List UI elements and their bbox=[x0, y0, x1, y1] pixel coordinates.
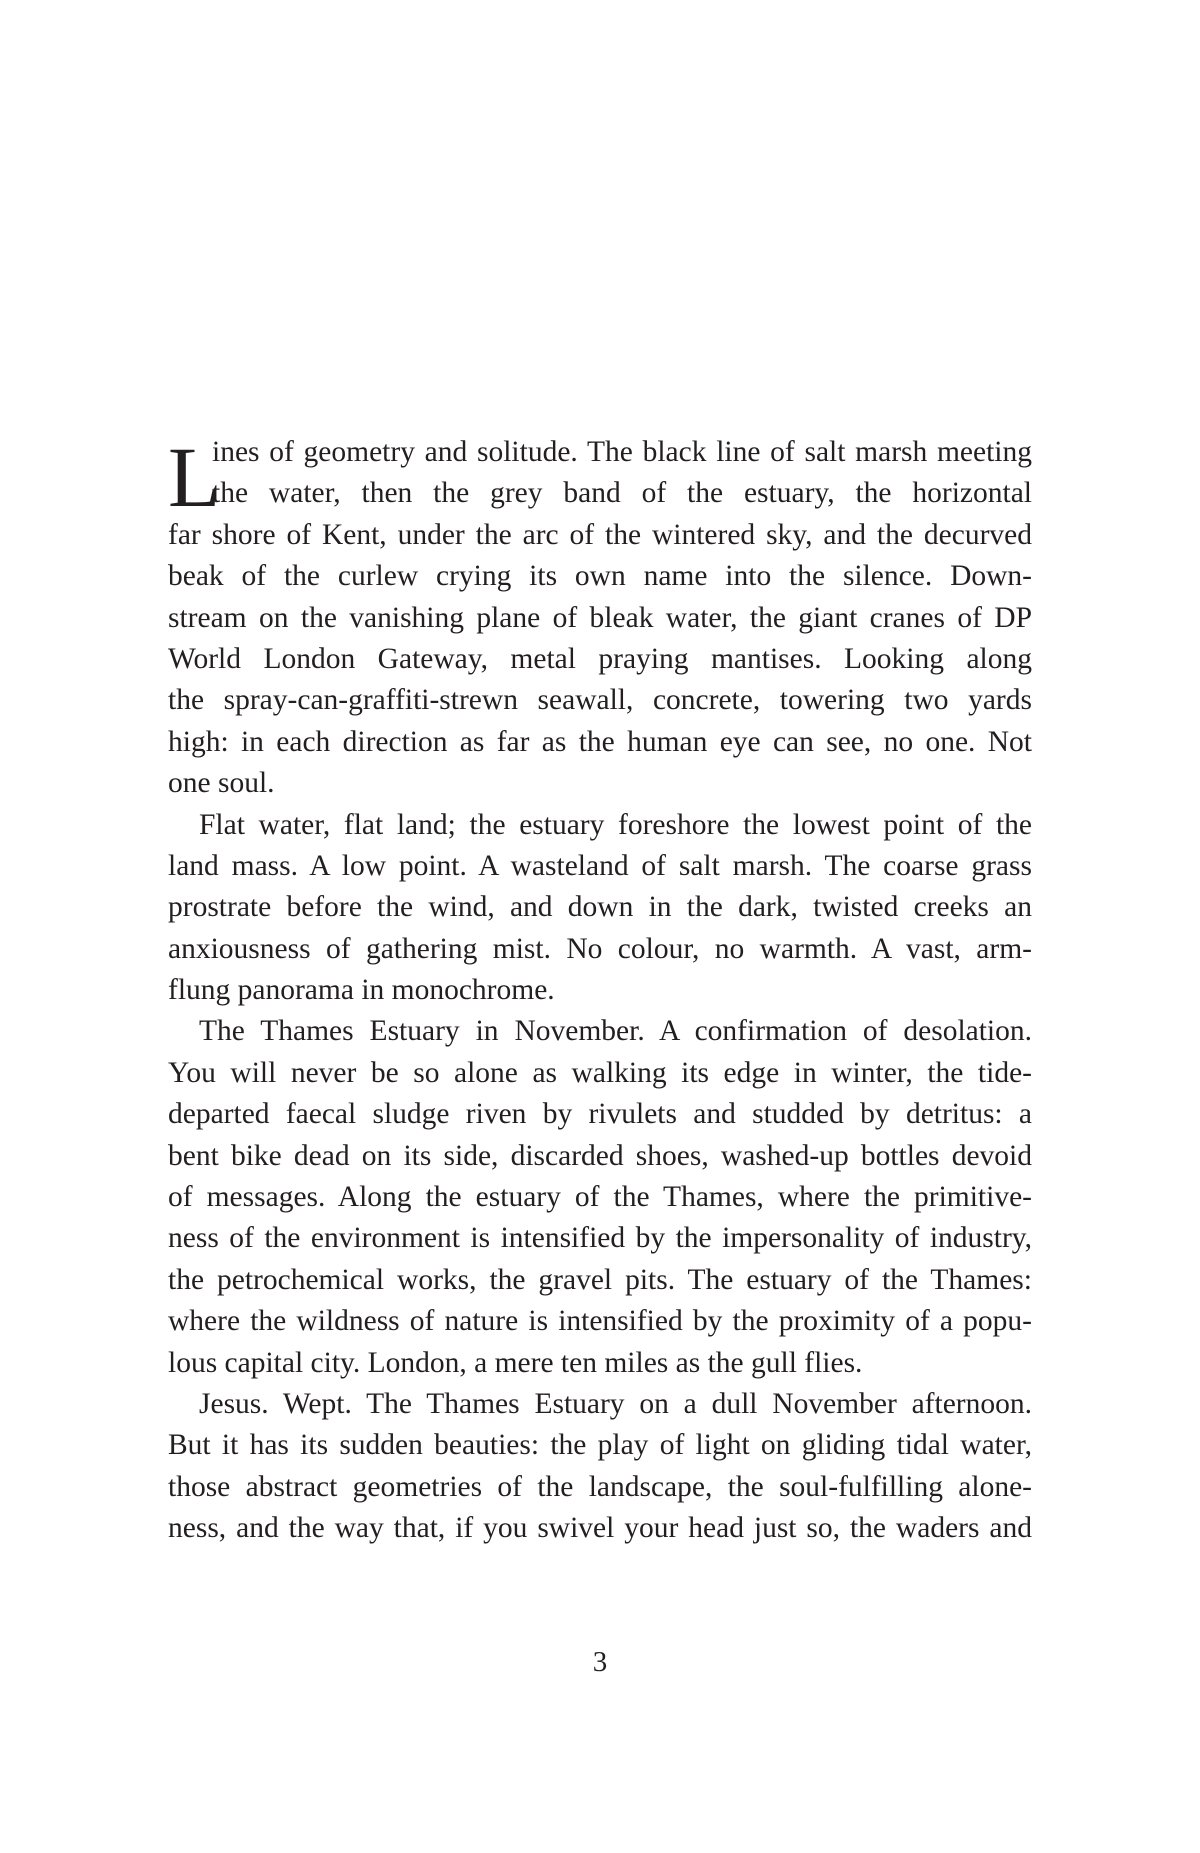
text-line: ines of geometry and solitude. The black line of salt marsh meeting bbox=[212, 436, 1032, 468]
text-line: You will never be so alone as walking its edge in winter, the tide- bbox=[168, 1056, 1032, 1089]
text-line: the spray-can-graffiti-strewn seawall, concrete, towering two yards bbox=[168, 684, 1032, 717]
text-line: anxiousness of gathering mist. No colour, no warmth. A vast, arm- bbox=[168, 932, 1032, 965]
text-line: World London Gateway, metal praying mantises. Looking along bbox=[168, 642, 1032, 675]
text-line: Flat water, flat land; the estuary foreshore the lowest point of the bbox=[199, 808, 1032, 841]
text-line: one soul. bbox=[168, 767, 275, 800]
text-line: departed faecal sludge riven by rivulets and studded by detritus: a bbox=[168, 1098, 1032, 1131]
text-line: beak of the curlew crying its own name into the silence. Down- bbox=[168, 560, 1032, 593]
paragraph-4 bbox=[168, 1384, 1032, 1550]
body-text bbox=[168, 429, 1032, 1550]
text-line: lous capital city. London, a mere ten miles as the gull flies. bbox=[168, 1346, 863, 1379]
text-line: flung panorama in monochrome. bbox=[168, 974, 555, 1007]
text-line: But it has its sudden beauties: the play of light on gliding tidal water, bbox=[168, 1429, 1032, 1462]
text-line: The Thames Estuary in November. A confirmation of desolation. bbox=[199, 1015, 1032, 1048]
text-line: stream on the vanishing plane of bleak water, the giant cranes of DP bbox=[168, 601, 1032, 634]
text-line: Jesus. Wept. The Thames Estuary on a dull November afternoon. bbox=[199, 1387, 1032, 1420]
text-line: prostrate before the wind, and down in the dark, twisted creeks an bbox=[168, 891, 1032, 924]
text-line: high: in each direction as far as the human eye can see, no one. Not bbox=[168, 725, 1032, 758]
text-line: where the wildness of nature is intensified by the proximity of a popu- bbox=[168, 1305, 1032, 1338]
text-line: far shore of Kent, under the arc of the wintered sky, and the decurved bbox=[168, 518, 1032, 551]
paragraph-3 bbox=[168, 1011, 1032, 1384]
text-line: ness, and the way that, if you swivel your head just so, the waders and bbox=[168, 1512, 1032, 1545]
paragraph-1 bbox=[168, 429, 1032, 805]
page-number: 3 bbox=[592, 1646, 608, 1678]
paragraph-2 bbox=[168, 805, 1032, 1012]
text-line: ness of the environment is intensified by the impersonality of industry, bbox=[168, 1222, 1032, 1255]
text-line: the petrochemical works, the gravel pits. The estuary of the Thames: bbox=[168, 1263, 1032, 1296]
drop-cap: L bbox=[168, 429, 221, 525]
text-line: land mass. A low point. A wasteland of salt marsh. The coarse grass bbox=[168, 849, 1032, 882]
text-line: bent bike dead on its side, discarded shoes, washed-up bottles devoid bbox=[168, 1139, 1032, 1172]
text-line: of messages. Along the estuary of the Thames, where the primitive- bbox=[168, 1181, 1032, 1214]
text-line: those abstract geometries of the landscape, the soul-fulfilling alone- bbox=[168, 1470, 1032, 1503]
text-line: the water, then the grey band of the estuary, the horizontal bbox=[212, 477, 1032, 510]
